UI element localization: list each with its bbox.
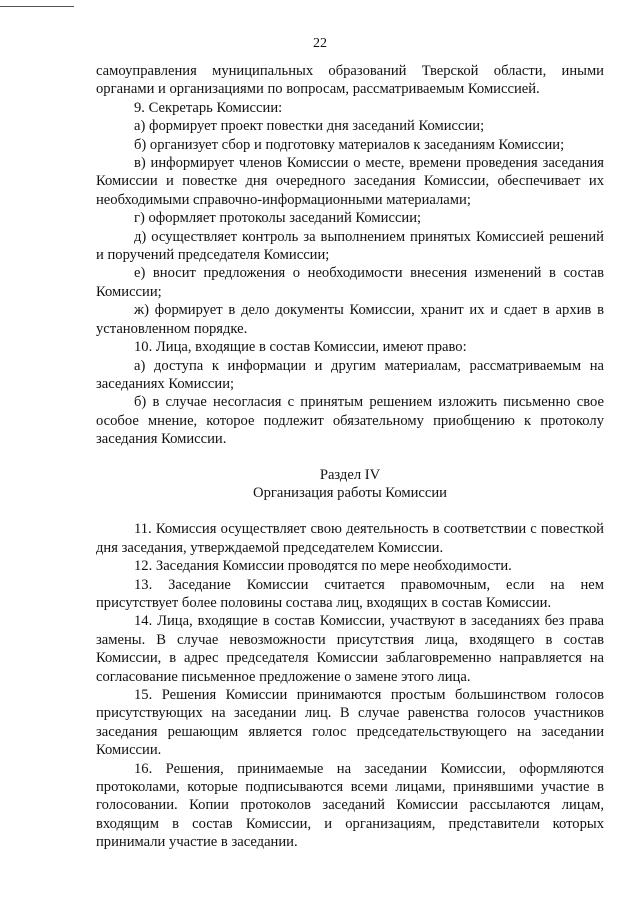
paragraph-11: 11. Комиссия осуществляет свою деятельность в соответствии с повесткой дня заседания, утверждаемой председателем Комиссии. [96,521,604,556]
paragraph-9b: б) организует сбор и подготовку материалов к заседаниям Комиссии; [134,136,565,153]
paragraph-10a: а) доступа к информации и другим материалам, рассматриваемым на заседаниях Комиссии; [96,357,604,392]
paragraph-16: 16. Решения, принимаемые на заседании Комиссии, оформляются протоколами, которые подписываются всеми лицами, принявшими участие в голосовании. Копии протоколов заседаний Комиссии рассылаются лицам, входящим в состав Комиссии, и организациям, представители которых принимали участие в заседании. [96,760,604,851]
paragraph-continuation: самоуправления муниципальных образований Тверской области, иными органами и организациями по вопросам, рассматриваемым Комиссией. [96,63,604,98]
section-heading [96,466,604,503]
page-number: 22 [313,36,327,51]
paragraph-12: 12. Заседания Комиссии проводятся по мере необходимости. [134,558,512,575]
paragraph-9c: в) информирует членов Комиссии о месте, времени проведения заседания Комиссии и повестке дня очередного заседания Комиссии, обеспечивает их необходимыми справочно-информационными материалами; [96,155,604,208]
paragraph-13: 13. Заседание Комиссии считается правомочным, если на нем присутствует более половины состава лиц, входящих в состав Комиссии. [96,576,604,611]
top-edge-rule [0,6,74,7]
paragraph-9g: ж) формирует в дело документы Комиссии, хранит их и сдает в архив в установленном порядке. [96,302,604,337]
section-label: Раздел IV [319,466,381,483]
paragraph-10-rights: 10. Лица, входящие в состав Комиссии, имеют право: [134,339,467,356]
heading-spacer [96,502,604,520]
paragraph-9-secretary: 9. Секретарь Комиссии: [134,99,283,116]
paragraph-15: 15. Решения Комиссии принимаются простым большинством голосов присутствующих на заседании лиц. В случае равенства голосов участников заседания решающим является голос председательствующего на заседании Комиссии. [96,687,604,759]
document-body [96,62,604,852]
paragraph-14: 14. Лица, входящие в состав Комиссии, участвуют в заседаниях без права замены. В случае невозможности присутствия лица, входящего в состав Комиссии, в адрес председателя Комиссии заблаговременно направляется на согласование письменное предложение о замене этого лица. [96,613,604,685]
section-title: Организация работы Комиссии [253,484,447,501]
paragraph-9e: д) осуществляет контроль за выполнением принятых Комиссией решений и поручений председателя Комиссии; [96,228,604,264]
paragraph-9d: г) оформляет протоколы заседаний Комиссии; [134,210,422,227]
paragraph-9a: а) формирует проект повестки дня заседаний Комиссии; [134,118,485,135]
paragraph-10b: б) в случае несогласия с принятым решением изложить письменно свое особое мнение, которое подлежит обязательному приобщению к протоколу заседания Комиссии. [96,394,604,448]
paragraph-9f: е) вносит предложения о необходимости внесения изменений в состав Комиссии; [96,265,604,300]
